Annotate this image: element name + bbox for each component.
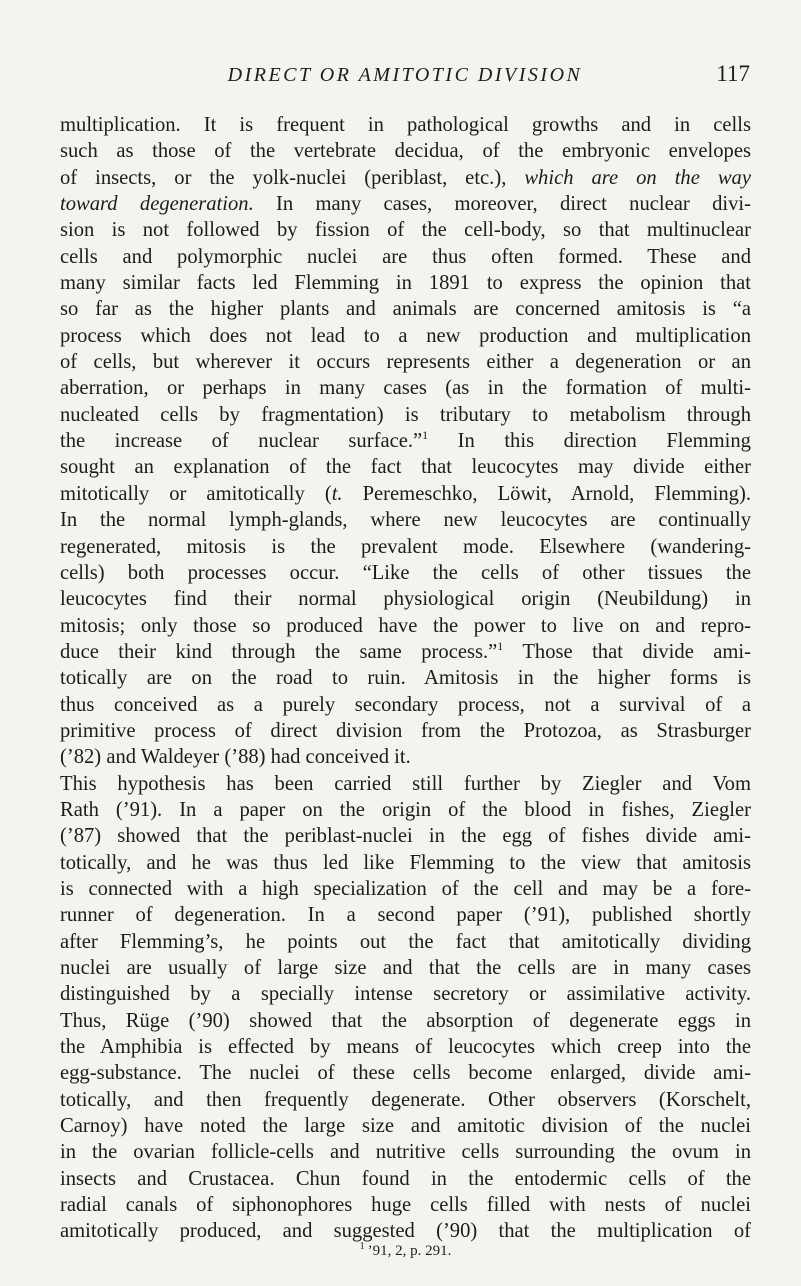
text-line: [60, 1113, 751, 1139]
text-segment: nucleated cells by fragmentation) is tributary to metabolism through: [60, 403, 751, 426]
text-line: [60, 507, 751, 533]
text-segment: In this direction Flemming: [428, 430, 751, 453]
text-line: [60, 534, 751, 560]
text-segment: aberration, or perhaps in many cases (as in the formation of multi-: [60, 377, 751, 400]
text-segment: This hypothesis has been carried still further by Ziegler and Vom: [60, 772, 751, 795]
text-line: [60, 1166, 751, 1192]
text-segment: In the normal lymph-glands, where new leucocytes are continually: [60, 509, 751, 532]
text-segment: totically, and he was thus led like Flemming to the view that amitosis: [60, 851, 751, 874]
text-segment: of cells, but wherever it occurs represents either a degeneration or an: [60, 351, 751, 374]
text-line: [60, 876, 751, 902]
text-segment: process which does not lead to a new production and multiplication: [60, 324, 751, 347]
text-line: [60, 586, 751, 612]
text-line: [60, 244, 751, 270]
text-segment: amitotically produced, and suggested (’90) that the multiplication of: [60, 1220, 751, 1243]
text-segment: Peremeschko, Löwit, Arnold, Flemming).: [342, 482, 751, 505]
running-head: DIRECT OR AMITOTIC DIVISION: [227, 64, 583, 86]
text-segment: in the ovarian follicle-cells and nutritive cells surrounding the ovum in: [60, 1141, 751, 1164]
text-line: [60, 402, 751, 428]
text-segment: multiplication. It is frequent in pathological growths and in cells: [60, 114, 751, 136]
text-line: [60, 665, 751, 691]
text-line: [60, 981, 751, 1007]
text-segment: primitive process of direct division from the Protozoa, as Strasburger: [60, 719, 751, 742]
text-segment: duce their kind through the same process.”: [60, 640, 498, 663]
text-segment: egg-substance. The nuclei of these cells become enlarged, divide ami-: [60, 1062, 751, 1085]
text-segment: (’82) and Waldeyer (’88) had conceived it.: [60, 746, 411, 769]
text-line: [60, 639, 751, 665]
text-segment: mitosis; only those so produced have the power to live on and repro-: [60, 614, 751, 637]
text-segment: so far as the higher plants and animals are concerned amitosis is “a: [60, 298, 751, 321]
text-segment: mitotically or amitotically (: [60, 482, 332, 505]
text-segment: totically, and then frequently degenerate. Other observers (Korschelt,: [60, 1088, 751, 1111]
text-line: [60, 902, 751, 928]
text-segment: (’87) showed that the periblast-nuclei in the egg of fishes divide ami-: [60, 825, 751, 848]
text-segment: is connected with a high specialization of the cell and may be a fore-: [60, 877, 751, 900]
footnote: [60, 1241, 751, 1261]
text-line: [60, 138, 751, 164]
text-segment: radial canals of siphonophores huge cells filled with nests of nuclei: [60, 1194, 751, 1217]
text-segment: totically are on the road to ruin. Amitosis in the higher forms is: [60, 667, 751, 690]
text-line: [60, 323, 751, 349]
text-line: [60, 692, 751, 718]
text-line: [60, 217, 751, 243]
text-segment: sion is not followed by fission of the cell-body, so that multinuclear: [60, 219, 751, 242]
text-line: [60, 718, 751, 744]
text-line: [60, 349, 751, 375]
text-segment: cells and polymorphic nuclei are thus often formed. These and: [60, 245, 751, 268]
text-line: [60, 481, 751, 507]
text-segment: insects and Crustacea. Chun found in the entodermic cells of the: [60, 1167, 751, 1190]
text-segment: the increase of nuclear surface.”: [60, 430, 423, 453]
body-text: [60, 112, 751, 1245]
text-segment: Rath (’91). In a paper on the origin of the blood in fishes, Ziegler: [60, 798, 751, 821]
text-line: [60, 1139, 751, 1165]
text-line: [60, 270, 751, 296]
text-segment: Those that divide ami-: [503, 640, 751, 663]
text-segment: sought an explanation of the fact that leucocytes may divide either: [60, 456, 751, 479]
text-segment: regenerated, mitosis is the prevalent mode. Elsewhere (wandering-: [60, 535, 751, 558]
text-line: [60, 560, 751, 586]
italic-text: t.: [331, 482, 343, 505]
page-header: [60, 62, 750, 92]
text-segment: In many cases, moreover, direct nuclear divi-: [253, 193, 751, 216]
text-line: [60, 165, 751, 191]
text-line: [60, 112, 751, 138]
text-line: [60, 823, 751, 849]
text-line: [60, 375, 751, 401]
text-segment: nuclei are usually of large size and that the cells are in many cases: [60, 957, 751, 979]
text-segment: distinguished by a specially intense secretory or assimilative activity.: [60, 983, 751, 1006]
text-line: [60, 428, 751, 454]
text-line: [60, 1087, 751, 1113]
text-segment: leucocytes find their normal physiological origin (Neubildung) in: [60, 588, 751, 611]
text-line: [60, 771, 751, 797]
text-line: [60, 850, 751, 876]
text-segment: of insects, or the yolk-nuclei (periblast, etc.),: [60, 166, 525, 189]
footnote-text: ’91, 2, p. 291.: [367, 1243, 452, 1259]
text-segment: many similar facts led Flemming in 1891 to express the opinion that: [60, 272, 751, 295]
text-line: [60, 1192, 751, 1218]
text-line: [60, 744, 751, 770]
text-line: [60, 955, 751, 981]
italic-text: toward degeneration.: [60, 193, 254, 216]
italic-text: which are on the way: [524, 166, 751, 189]
text-segment: Thus, Rüge (’90) showed that the absorption of degenerate eggs in: [60, 1009, 751, 1032]
text-line: [60, 191, 751, 217]
text-line: [60, 1008, 751, 1034]
text-line: [60, 296, 751, 322]
text-segment: runner of degeneration. In a second paper (’91), published shortly: [60, 904, 751, 927]
footnote-reference: 1: [497, 639, 504, 654]
text-line: [60, 797, 751, 823]
text-segment: Carnoy) have noted the large size and amitotic division of the nuclei: [60, 1115, 751, 1138]
footnote-reference: 1: [422, 428, 429, 443]
footnote-mark: 1: [359, 1241, 365, 1252]
text-line: [60, 454, 751, 480]
text-line: [60, 1034, 751, 1060]
text-segment: the Amphibia is effected by means of leucocytes which creep into the: [60, 1036, 751, 1059]
text-line: [60, 1060, 751, 1086]
text-line: [60, 929, 751, 955]
text-line: [60, 613, 751, 639]
text-segment: such as those of the vertebrate decidua, of the embryonic envelopes: [60, 140, 751, 163]
text-segment: after Flemming’s, he points out the fact that amitotically dividing: [60, 930, 751, 953]
text-segment: cells) both processes occur. “Like the cells of other tissues the: [60, 561, 751, 584]
page-number: 117: [716, 61, 750, 86]
text-segment: thus conceived as a purely secondary process, not a survival of a: [60, 693, 751, 716]
